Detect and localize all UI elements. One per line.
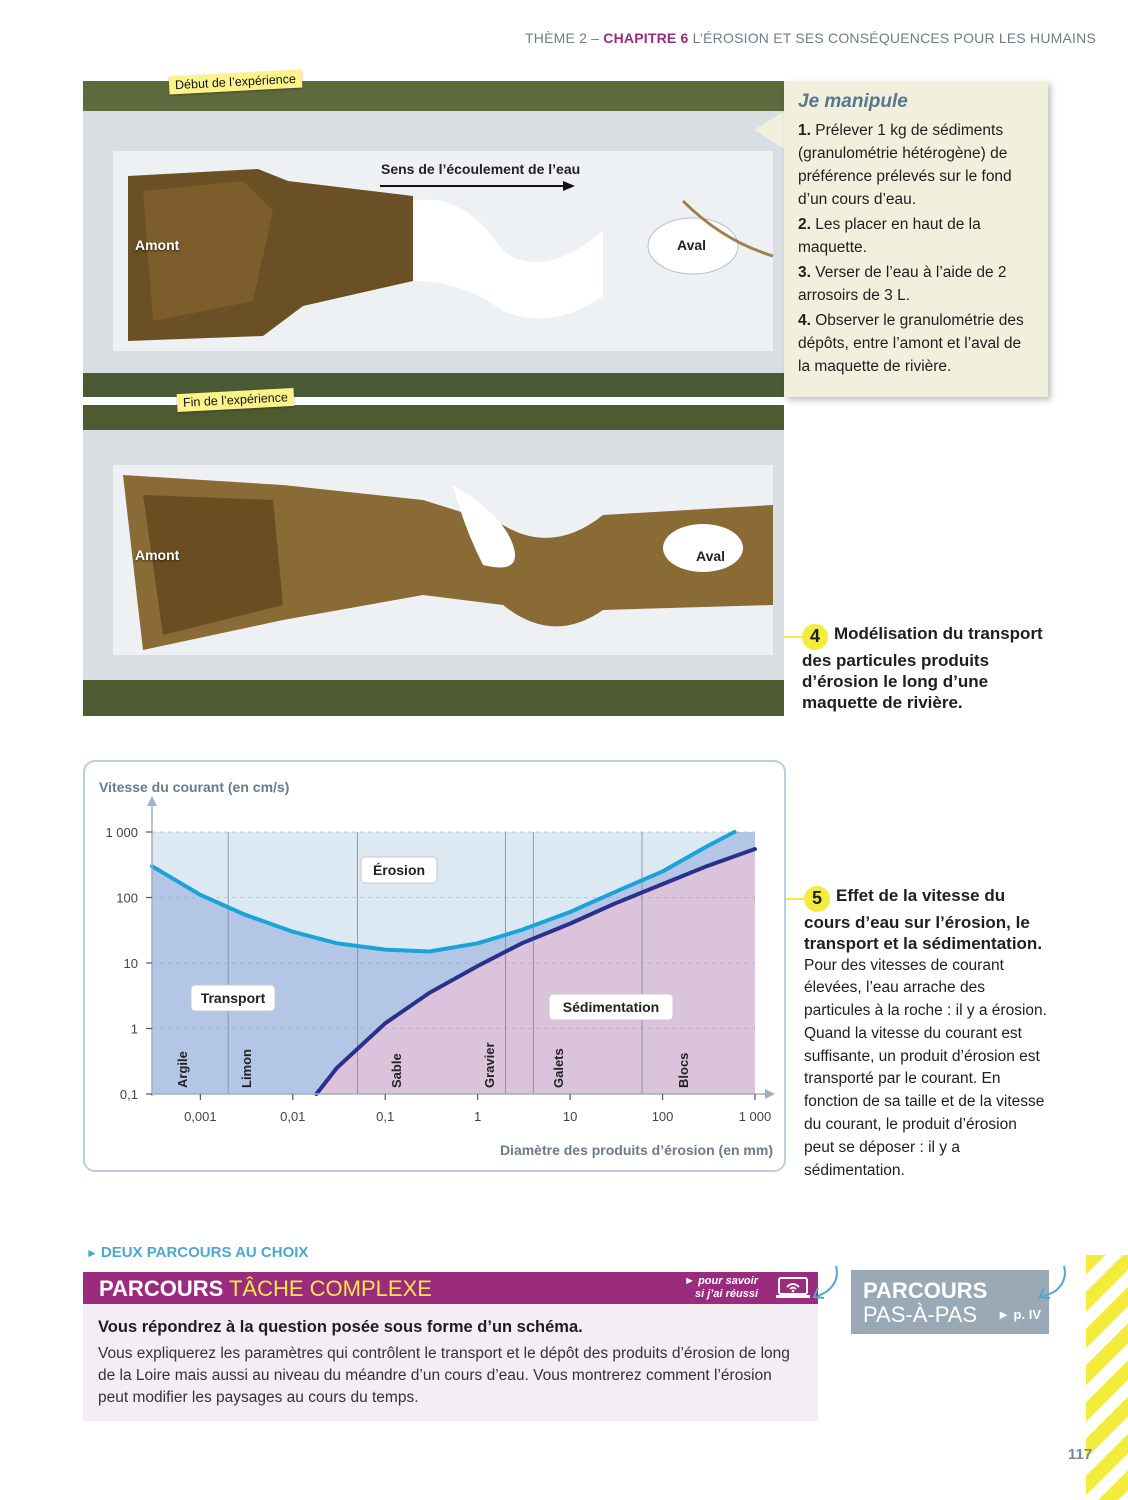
self-check-link[interactable]: ► pour savoir si j’ai réussi — [684, 1275, 758, 1300]
y-tick-label: 1 000 — [105, 825, 138, 840]
start-label: Début de l’expérience — [169, 70, 303, 95]
two-paths-label: ► DEUX PARCOURS AU CHOIX — [86, 1244, 309, 1261]
y-tick-label: 10 — [123, 956, 138, 971]
doc5-title: Effet de la vitesse du cours d’eau sur l’érosion, le transport et la sédimentation. — [804, 886, 1043, 953]
photo-end-experiment — [83, 390, 784, 716]
theme-label: THÈME 2 – — [525, 30, 604, 46]
y-tick-label: 0,1 — [119, 1087, 138, 1102]
class-label: Blocs — [676, 1052, 691, 1088]
curved-arrow-icon-2 — [1030, 1262, 1070, 1302]
flow-direction-label: Sens de l’écoulement de l’eau — [381, 161, 581, 177]
triangle-icon: ► — [86, 1246, 98, 1260]
region-label: Sédimentation — [562, 999, 660, 1015]
end-label: Fin de l’expérience — [177, 388, 295, 412]
task-question: Vous répondrez à la question posée sous forme d’un schéma. — [98, 1318, 583, 1336]
y-axis-arrow — [147, 796, 157, 806]
tache-complexe-title: PARCOURS TÂCHE COMPLEXE — [99, 1276, 432, 1301]
chapter-title: L’ÉROSION ET SES CONSÉQUENCES POUR LES HUMAINS — [688, 30, 1096, 46]
pas-a-pas-button[interactable] — [851, 1270, 1049, 1334]
photo-start-experiment — [83, 71, 784, 397]
class-label: Gravier — [482, 1042, 497, 1088]
tache-complexe-band[interactable] — [83, 1272, 818, 1304]
chart-svg — [85, 762, 788, 1174]
manip-step-2: 2. Les placer en haut de la maquette. — [798, 216, 981, 256]
region-label: Transport — [200, 990, 266, 1006]
manip-pointer — [754, 110, 786, 150]
page-number: 117 — [1068, 1446, 1093, 1463]
y-axis-title: Vitesse du courant (en cm/s) — [99, 779, 290, 795]
class-label: Argile — [175, 1051, 190, 1088]
x-tick-label: 0,1 — [376, 1109, 395, 1124]
doc4-caption — [802, 623, 1047, 713]
manip-step-3: 3. Verser de l’eau à l’aide de 2 arrosoirs de 3 L. — [798, 264, 1007, 304]
x-axis-arrow — [765, 1089, 775, 1099]
tache-complexe-body — [83, 1304, 818, 1421]
doc5-number: 5 — [804, 886, 830, 912]
y-tick-label: 100 — [116, 890, 138, 906]
x-tick-label: 10 — [562, 1109, 578, 1124]
manip-box — [784, 81, 1048, 397]
decorative-stripes — [1086, 1255, 1128, 1500]
chapter-label: CHAPITRE 6 — [603, 30, 689, 46]
doc5-body: Pour des vitesses de courant élevées, l’eau arrache des particules à la roche : il y a érosion. Quand la vitesse du courant est suffisante, un produit d’érosion est transporté par le courant. En fonction de sa taille et de la vitesse du courant, le produit d’érosion peut se déposer : il y a sédimentation. — [804, 956, 1047, 1179]
doc5-caption — [804, 885, 1049, 1181]
class-label: Limon — [239, 1049, 254, 1088]
curved-arrow-icon — [808, 1262, 842, 1302]
region-label: Érosion — [372, 862, 426, 878]
y-tick-label: 1 — [130, 1021, 138, 1037]
class-label: Sable — [389, 1053, 404, 1088]
x-axis-title: Diamètre des produits d’érosion (en mm) — [499, 1142, 773, 1158]
task-text: Vous expliquerez les paramètres qui contrôlent le transport et le dépôt des produits d’érosion de long de la Loire mais aussi au niveau du méandre d’un cours d’eau. Vous montrerez comment l’érosion peut modifier les paysages au cours du temps. — [98, 1345, 790, 1406]
pas-a-pas-title-1: PARCOURS — [863, 1278, 988, 1303]
amont-label-bottom: Amont — [135, 547, 180, 563]
aval-label-bottom: Aval — [696, 548, 726, 564]
aval-label-top: Aval — [677, 237, 707, 253]
pas-a-pas-title-2: PAS-À-PAS — [863, 1302, 978, 1327]
x-tick-label: 1 — [474, 1109, 482, 1124]
manip-step-1: 1. Prélever 1 kg de sédiments (granulométrie hétérogène) de préférence prélevés sur le fond d’un cours d’eau. — [798, 122, 1012, 208]
doc4-connector — [784, 636, 804, 638]
manip-step-4: 4. Observer le granulométrie des dépôts, entre l’amont et l’aval de la maquette de rivière. — [798, 312, 1024, 375]
class-label: Galets — [551, 1048, 566, 1088]
running-head — [525, 30, 1096, 46]
manip-title: Je manipule — [798, 91, 908, 112]
erosion-chart — [83, 760, 786, 1172]
x-tick-label: 1 000 — [738, 1109, 772, 1124]
x-tick-label: 0,01 — [280, 1109, 306, 1124]
x-tick-label: 0,001 — [184, 1109, 217, 1124]
doc4-title: Modélisation du transport des particules produits d’érosion le long d’une maquette de rivière. — [802, 624, 1043, 712]
laptop-wifi-icon[interactable] — [776, 1276, 810, 1300]
doc5-connector — [786, 898, 806, 900]
x-tick-label: 100 — [651, 1109, 674, 1124]
doc4-number: 4 — [802, 624, 828, 650]
pas-a-pas-page: ► p. IV — [997, 1307, 1041, 1322]
amont-label-top: Amont — [135, 237, 180, 253]
